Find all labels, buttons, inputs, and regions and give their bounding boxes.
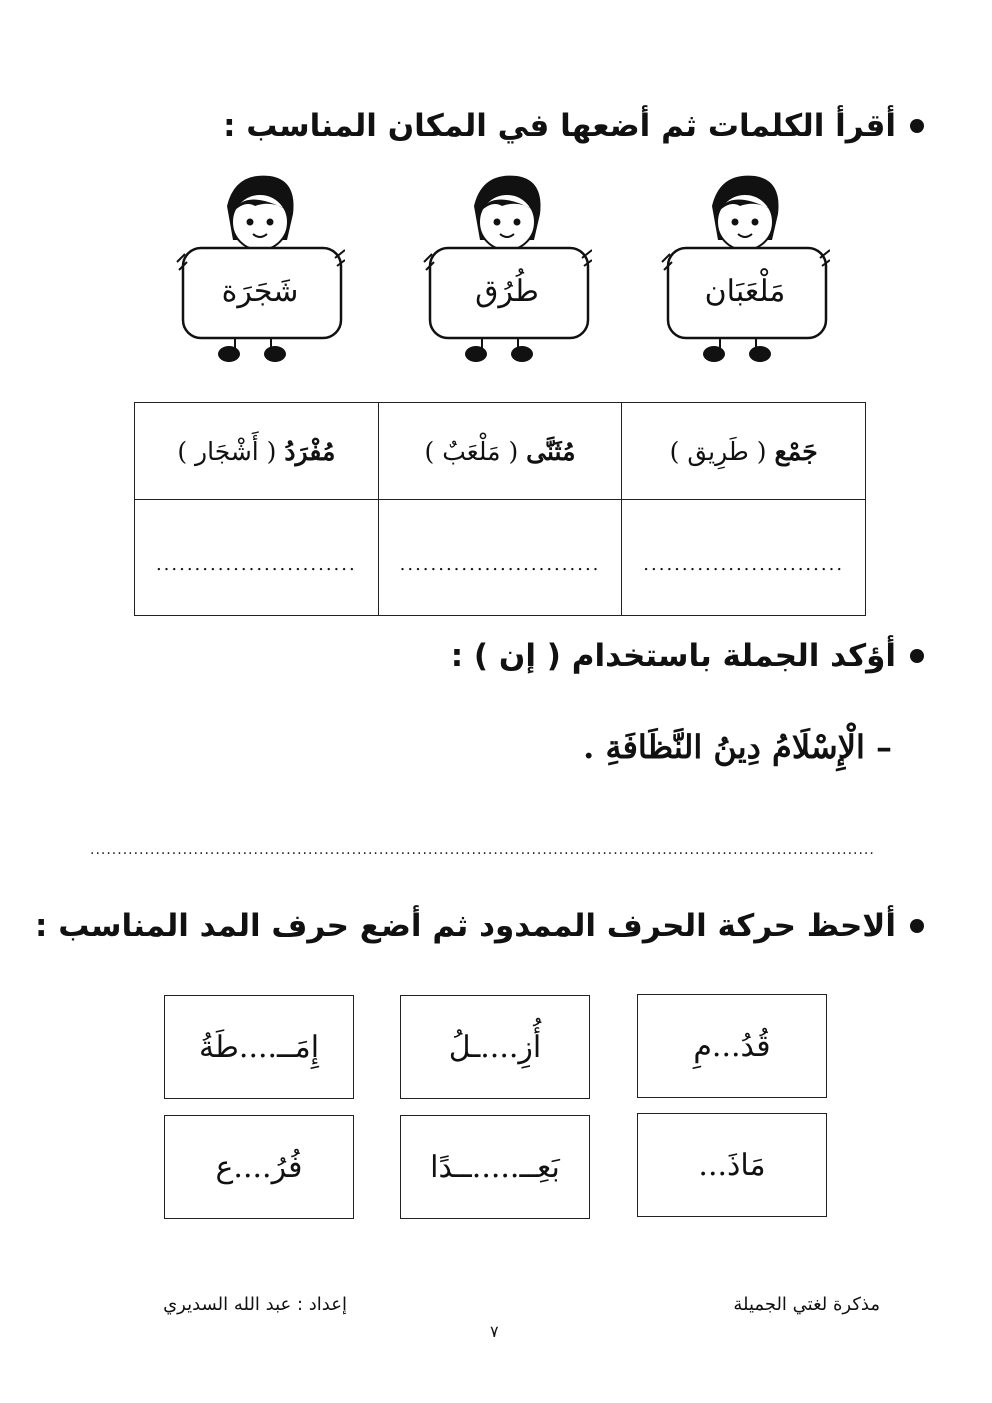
section2-heading xyxy=(451,638,924,674)
table-answer-blank[interactable]: .......................... xyxy=(622,500,866,616)
vowel-box[interactable]: بَعِــ.....ــدًا xyxy=(400,1115,590,1219)
table-header-label: جَمْع xyxy=(774,436,818,466)
table-header-cell xyxy=(622,403,866,500)
vowel-box[interactable]: فُرُ....ع xyxy=(164,1115,354,1219)
number-classification-table xyxy=(134,402,866,616)
section3-heading xyxy=(35,908,924,944)
table-header-word: ( مَلْعَبٌ ) xyxy=(424,436,519,466)
kid-illustration-icon xyxy=(175,170,345,370)
answer-line[interactable]: ................................................................................................................................................ xyxy=(90,842,875,856)
bullet-icon xyxy=(910,919,924,933)
table-header-cell xyxy=(135,403,379,500)
section2-heading-text: أؤكد الجملة باستخدام ( إن ) : xyxy=(450,638,896,674)
kid-illustration-icon xyxy=(660,170,830,370)
vowel-box[interactable]: إِمَــ....طَةُ xyxy=(164,995,354,1099)
kid-illustration-icon xyxy=(422,170,592,370)
kid-sign-card xyxy=(660,170,830,370)
table-answer-blank[interactable]: .......................... xyxy=(135,500,379,616)
section1-heading-text: أقرأ الكلمات ثم أضعها في المكان المناسب : xyxy=(223,108,896,144)
table-header-word: ( أَشْجَار ) xyxy=(177,436,277,466)
sign-word: مَلْعَبَان xyxy=(704,274,786,309)
footer-author: إعداد : عبد الله السديري xyxy=(163,1294,347,1315)
emphasis-sentence: – الْإِسْلَامُ دِينُ النَّظَافَةِ . xyxy=(583,728,892,766)
table-header-label: مُفْرَدُ xyxy=(284,436,336,466)
vowel-box[interactable]: مَاذَ... xyxy=(637,1113,827,1217)
table-header-word: ( طَرِيق ) xyxy=(669,436,767,466)
table-answer-blank[interactable]: .......................... xyxy=(378,500,622,616)
sign-word: طُرُق xyxy=(475,274,539,309)
kid-sign-card xyxy=(422,170,592,370)
vowel-box[interactable]: أُزِ....ـلُ xyxy=(400,995,590,1099)
bullet-icon xyxy=(910,649,924,663)
footer-notebook-title: مذكرة لغتي الجميلة xyxy=(733,1294,880,1315)
kid-sign-card xyxy=(175,170,345,370)
section1-heading xyxy=(223,108,924,144)
page-number: ٧ xyxy=(490,1322,499,1341)
sign-word: شَجَرَة xyxy=(221,274,299,309)
table-header-label: مُثَنَّى xyxy=(526,436,576,466)
vowel-box[interactable]: قُدُ...مِ xyxy=(637,994,827,1098)
section3-heading-text: ألاحظ حركة الحرف الممدود ثم أضع حرف المد المناسب : xyxy=(35,908,896,944)
bullet-icon xyxy=(910,119,924,133)
table-header-cell xyxy=(378,403,622,500)
